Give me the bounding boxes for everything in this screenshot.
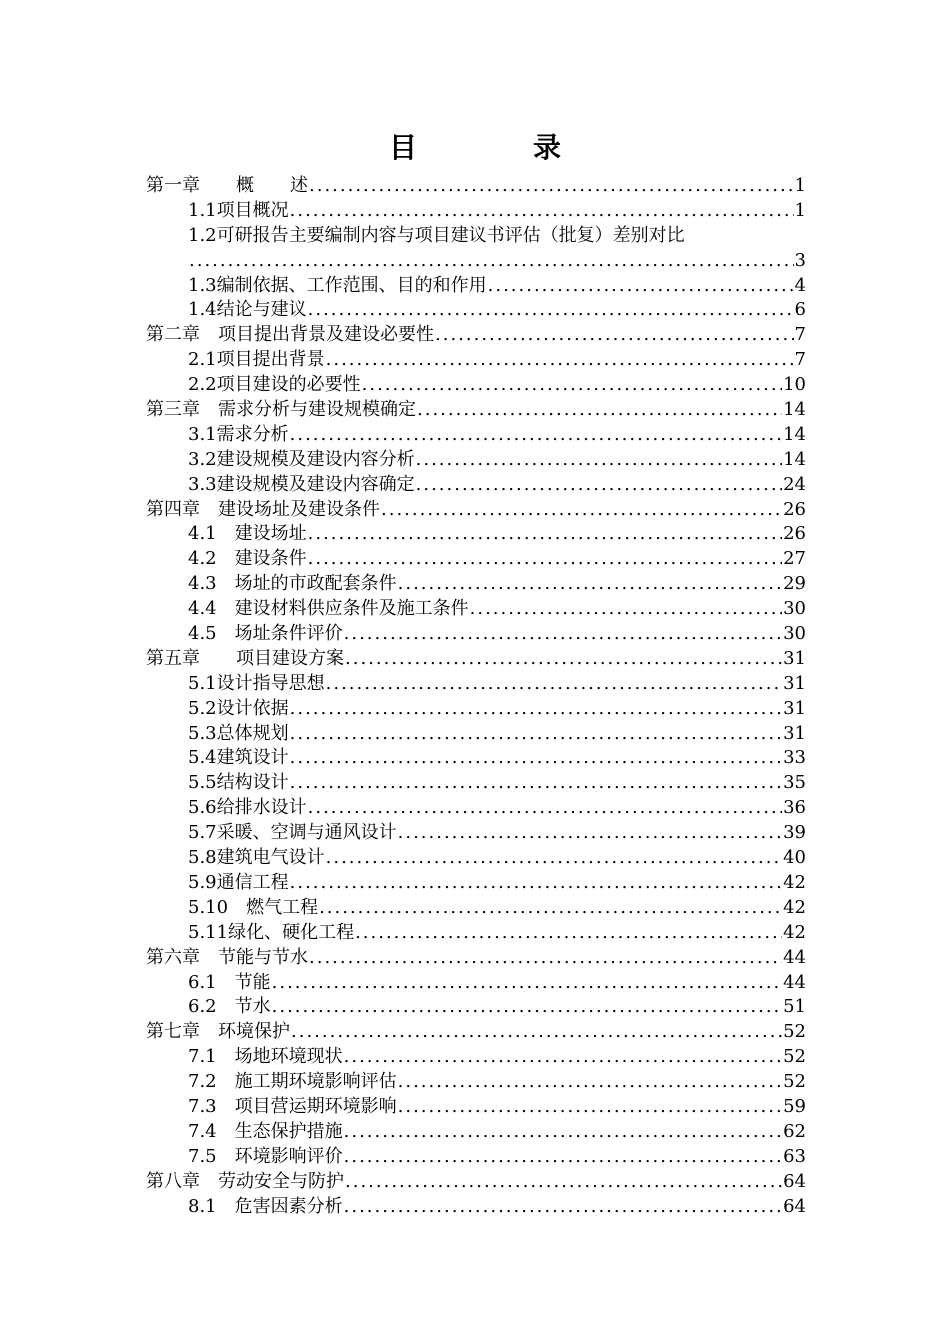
toc-page-number: 42 bbox=[783, 921, 806, 943]
toc-section-entry[interactable] bbox=[146, 572, 806, 597]
toc-leader-dots bbox=[308, 298, 794, 323]
toc-leader-dots bbox=[309, 174, 794, 199]
toc-leader-dots bbox=[291, 1020, 782, 1045]
toc-entry-label: 第一章 概 述 bbox=[146, 175, 308, 196]
toc-entry-label: 7.5 环境影响评价 bbox=[188, 1145, 343, 1167]
toc-chapter-entry[interactable] bbox=[146, 498, 806, 523]
toc-leader-dots bbox=[362, 373, 782, 398]
toc-page-number: 52 bbox=[783, 1046, 806, 1068]
toc-page-number: 31 bbox=[783, 722, 806, 744]
toc-section-entry[interactable] bbox=[146, 771, 806, 796]
toc-leader-dots bbox=[355, 921, 782, 946]
toc-page-number: 40 bbox=[783, 847, 806, 869]
toc-section-entry[interactable] bbox=[146, 821, 806, 846]
toc-leader-dots bbox=[398, 1095, 782, 1120]
toc-leader-dots bbox=[326, 846, 782, 871]
toc-section-entry[interactable] bbox=[146, 697, 806, 722]
toc-leader-dots bbox=[398, 821, 782, 846]
toc-entry-label: 4.4 建设材料供应条件及施工条件 bbox=[188, 598, 469, 620]
toc-entry-label: 1.1项目概况 bbox=[188, 199, 289, 221]
toc-section-entry[interactable] bbox=[146, 473, 806, 498]
toc-page-number: 64 bbox=[783, 1195, 806, 1217]
toc-entry-line bbox=[188, 224, 806, 249]
toc-page-number: 24 bbox=[783, 473, 806, 495]
toc-leader-dots bbox=[435, 323, 794, 348]
toc-page-number: 1 bbox=[794, 199, 806, 221]
toc-chapter-entry[interactable] bbox=[146, 323, 806, 348]
toc-entry-label: 1.2可研报告主要编制内容与项目建议书评估（批复）差别对比 bbox=[188, 224, 685, 246]
toc-leader-dots bbox=[319, 896, 782, 921]
toc-chapter-entry[interactable] bbox=[146, 1020, 806, 1045]
toc-leader-dots bbox=[290, 722, 782, 747]
toc-page-number: 27 bbox=[783, 548, 806, 570]
toc-section-entry[interactable] bbox=[146, 722, 806, 747]
toc-entry-label: 第八章 劳动安全与防护 bbox=[146, 1170, 344, 1192]
toc-page-number: 6 bbox=[794, 299, 806, 321]
toc-leader-dots bbox=[308, 547, 782, 572]
toc-entry-label: 7.4 生态保护措施 bbox=[188, 1120, 343, 1142]
toc-section-entry[interactable] bbox=[146, 1095, 806, 1120]
toc-entry-label: 第四章 建设场址及建设条件 bbox=[146, 498, 380, 520]
toc-entry-label: 5.3总体规划 bbox=[188, 722, 289, 744]
toc-section-entry[interactable] bbox=[146, 871, 806, 896]
toc-page-number: 36 bbox=[783, 797, 806, 819]
toc-entry-label: 5.4建筑设计 bbox=[188, 747, 289, 769]
toc-section-entry[interactable] bbox=[146, 846, 806, 871]
toc-chapter-entry[interactable] bbox=[146, 647, 806, 672]
toc-chapter-entry[interactable] bbox=[146, 1170, 806, 1195]
toc-section-entry[interactable] bbox=[146, 423, 806, 448]
toc-page-number: 52 bbox=[783, 1021, 806, 1043]
toc-leader-dots bbox=[398, 1070, 782, 1095]
toc-leader-dots bbox=[308, 796, 782, 821]
toc-entry-line bbox=[188, 249, 806, 274]
toc-page-number: 26 bbox=[783, 498, 806, 520]
toc-leader-dots bbox=[416, 448, 782, 473]
toc-leader-dots bbox=[344, 1045, 782, 1070]
toc-leader-dots bbox=[309, 946, 782, 971]
toc-page-number: 10 bbox=[783, 374, 806, 396]
toc-section-entry[interactable] bbox=[146, 1045, 806, 1070]
toc-leader-dots bbox=[290, 423, 782, 448]
toc-section-entry[interactable] bbox=[146, 1120, 806, 1145]
toc-leader-dots bbox=[290, 697, 782, 722]
toc-leader-dots bbox=[308, 522, 782, 547]
toc-entry-label: 第六章 节能与节水 bbox=[146, 946, 308, 968]
toc-entry-label: 7.1 场地环境现状 bbox=[188, 1046, 343, 1068]
toc-page-number: 7 bbox=[794, 324, 806, 346]
toc-entry-label: 第三章 需求分析与建设规模确定 bbox=[146, 399, 416, 421]
toc-section-entry[interactable] bbox=[146, 971, 806, 996]
toc-leader-dots bbox=[290, 199, 794, 224]
toc-list bbox=[146, 174, 806, 1219]
toc-entry-label: 1.4结论与建议 bbox=[188, 299, 307, 321]
toc-entry-label: 1.3编制依据、工作范围、目的和作用 bbox=[188, 274, 487, 296]
toc-leader-dots bbox=[272, 995, 782, 1020]
toc-entry-label: 5.5结构设计 bbox=[188, 772, 289, 794]
toc-section-entry[interactable] bbox=[146, 995, 806, 1020]
toc-leader-dots bbox=[345, 647, 782, 672]
toc-entry-label: 5.6给排水设计 bbox=[188, 797, 307, 819]
toc-section-entry[interactable] bbox=[146, 622, 806, 647]
toc-page-number: 52 bbox=[783, 1071, 806, 1093]
toc-leader-dots bbox=[344, 1120, 782, 1145]
toc-page-number: 35 bbox=[783, 772, 806, 794]
toc-chapter-entry[interactable] bbox=[146, 946, 806, 971]
toc-section-entry[interactable] bbox=[146, 796, 806, 821]
toc-entry-label: 2.2项目建设的必要性 bbox=[188, 374, 361, 396]
toc-leader-dots bbox=[344, 1195, 782, 1220]
toc-section-entry[interactable] bbox=[146, 448, 806, 473]
toc-page-number: 33 bbox=[783, 747, 806, 769]
toc-page-number: 31 bbox=[783, 672, 806, 694]
toc-page-number: 29 bbox=[783, 573, 806, 595]
toc-page-number: 14 bbox=[783, 448, 806, 470]
toc-page-number: 31 bbox=[783, 647, 806, 669]
toc-page-number: 26 bbox=[783, 523, 806, 545]
toc-entry-label: 第五章 项目建设方案 bbox=[146, 647, 344, 669]
toc-leader-dots bbox=[344, 1145, 782, 1170]
toc-entry-label: 3.2建设规模及建设内容分析 bbox=[188, 448, 415, 470]
toc-leader-dots bbox=[189, 249, 794, 274]
toc-leader-dots bbox=[326, 348, 794, 373]
toc-leader-dots bbox=[345, 1170, 782, 1195]
toc-leader-dots bbox=[416, 473, 782, 498]
toc-page-number: 42 bbox=[783, 896, 806, 918]
toc-section-entry[interactable] bbox=[146, 522, 806, 547]
toc-entry-label: 7.3 项目营运期环境影响 bbox=[188, 1095, 397, 1117]
toc-page-number: 63 bbox=[783, 1145, 806, 1167]
toc-page-number: 39 bbox=[783, 822, 806, 844]
toc-entry-label: 4.2 建设条件 bbox=[188, 548, 307, 570]
toc-entry-label: 5.8建筑电气设计 bbox=[188, 847, 325, 869]
toc-page-number: 14 bbox=[783, 423, 806, 445]
toc-entry-label: 5.9通信工程 bbox=[188, 871, 289, 893]
toc-section-entry[interactable] bbox=[146, 1145, 806, 1170]
toc-leader-dots bbox=[344, 622, 782, 647]
toc-leader-dots bbox=[381, 498, 782, 523]
toc-section-entry[interactable] bbox=[146, 746, 806, 771]
toc-entry-label: 第二章 项目提出背景及建设必要性 bbox=[146, 324, 434, 346]
toc-page-number: 44 bbox=[783, 971, 806, 993]
toc-section-entry[interactable] bbox=[146, 348, 806, 373]
toc-page-number: 44 bbox=[783, 946, 806, 968]
toc-page-number: 31 bbox=[783, 697, 806, 719]
toc-page-number: 51 bbox=[783, 996, 806, 1018]
toc-leader-dots bbox=[272, 971, 782, 996]
toc-page-number: 62 bbox=[783, 1120, 806, 1142]
toc-leader-dots bbox=[290, 771, 782, 796]
toc-leader-dots bbox=[326, 672, 782, 697]
toc-page-number: 3 bbox=[794, 249, 806, 271]
toc-section-entry[interactable] bbox=[146, 896, 806, 921]
toc-entry-label: 第七章 环境保护 bbox=[146, 1021, 290, 1043]
toc-entry-label: 2.1项目提出背景 bbox=[188, 349, 325, 371]
toc-entry-label: 8.1 危害因素分析 bbox=[188, 1195, 343, 1217]
toc-section-entry[interactable] bbox=[146, 224, 806, 274]
toc-section-entry[interactable] bbox=[146, 1195, 806, 1220]
toc-section-entry[interactable] bbox=[146, 373, 806, 398]
toc-entry-label: 4.5 场址条件评价 bbox=[188, 623, 343, 645]
toc-page-number: 59 bbox=[783, 1095, 806, 1117]
toc-entry-label: 3.3建设规模及建设内容确定 bbox=[188, 473, 415, 495]
toc-page-number: 14 bbox=[783, 399, 806, 421]
toc-entry-label: 5.10 燃气工程 bbox=[188, 896, 319, 918]
toc-page-number: 30 bbox=[783, 623, 806, 645]
toc-entry-label: 3.1需求分析 bbox=[188, 423, 289, 445]
toc-section-entry[interactable] bbox=[146, 547, 806, 572]
toc-entry-label: 7.2 施工期环境影响评估 bbox=[188, 1071, 397, 1093]
toc-entry-label: 5.11绿化、硬化工程 bbox=[188, 921, 355, 943]
toc-section-entry[interactable] bbox=[146, 672, 806, 697]
toc-page-number: 7 bbox=[794, 349, 806, 371]
toc-page-number: 4 bbox=[794, 274, 806, 296]
toc-section-entry[interactable] bbox=[146, 1070, 806, 1095]
toc-leader-dots bbox=[290, 871, 782, 896]
toc-leader-dots bbox=[290, 746, 782, 771]
toc-page-number: 30 bbox=[783, 598, 806, 620]
toc-section-entry[interactable] bbox=[146, 597, 806, 622]
toc-section-entry[interactable] bbox=[146, 298, 806, 323]
toc-entry-label: 5.2设计依据 bbox=[188, 697, 289, 719]
toc-entry-label: 6.2 节水 bbox=[188, 996, 271, 1018]
toc-entry-label: 4.3 场址的市政配套条件 bbox=[188, 573, 397, 595]
toc-leader-dots bbox=[417, 398, 782, 423]
toc-page-number: 42 bbox=[783, 871, 806, 893]
toc-chapter-entry[interactable] bbox=[146, 398, 806, 423]
toc-title: 目 录 bbox=[388, 131, 605, 164]
toc-chapter-entry[interactable] bbox=[146, 174, 806, 199]
toc-page-number: 1 bbox=[794, 175, 806, 196]
toc-entry-label: 6.1 节能 bbox=[188, 971, 271, 993]
toc-section-entry[interactable] bbox=[146, 921, 806, 946]
toc-leader-dots bbox=[470, 597, 782, 622]
toc-section-entry[interactable] bbox=[146, 199, 806, 224]
toc-leader-dots bbox=[398, 572, 782, 597]
toc-entry-label: 4.1 建设场址 bbox=[188, 523, 307, 545]
toc-page-number: 64 bbox=[783, 1170, 806, 1192]
toc-entry-label: 5.7采暖、空调与通风设计 bbox=[188, 822, 397, 844]
toc-leader-dots bbox=[488, 274, 794, 299]
toc-section-entry[interactable] bbox=[146, 274, 806, 299]
toc-entry-label: 5.1设计指导思想 bbox=[188, 672, 325, 694]
